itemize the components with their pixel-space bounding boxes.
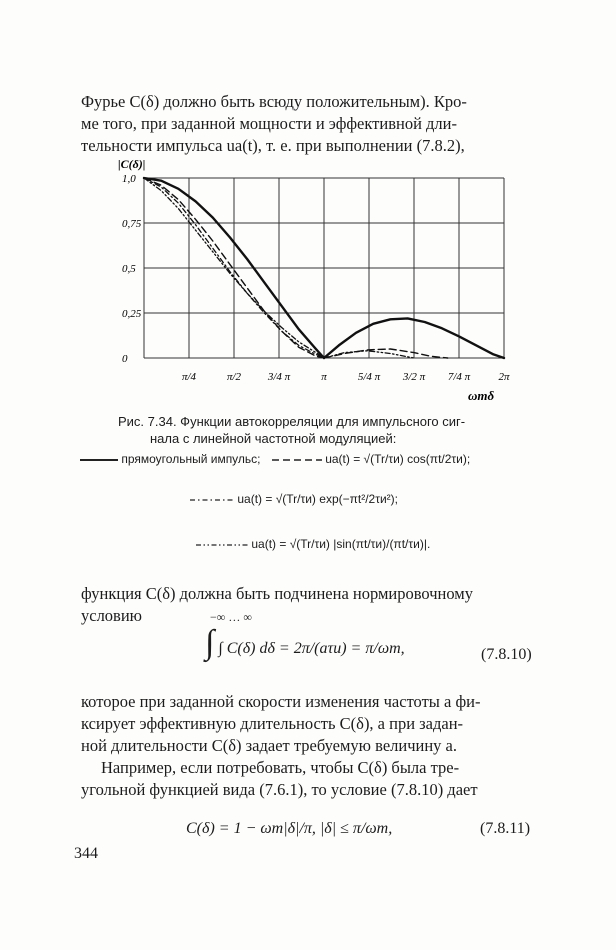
text-line: ной длительности C(δ) задает требуемую величину a. bbox=[81, 736, 457, 755]
x-tick-label: 2π bbox=[498, 371, 510, 383]
text-line: условию bbox=[81, 606, 143, 625]
y-tick-label: 1,0 bbox=[122, 173, 136, 185]
text-line: функция C(δ) должна быть подчинена нормировочному bbox=[81, 584, 473, 603]
y-axis-label: |C(δ)| bbox=[118, 157, 146, 171]
x-tick-label: 7/4 π bbox=[447, 371, 471, 383]
legend-line-dashdot bbox=[190, 495, 234, 505]
text-line: тельности импульса uа(t), т. е. при выполнении (7.8.2), bbox=[81, 136, 465, 155]
text-line: угольной функцией вида (7.6.1), то условие (7.8.10) дает bbox=[81, 780, 478, 799]
legend-row-2 bbox=[190, 492, 570, 506]
paragraph-4 bbox=[81, 757, 541, 801]
equation-body: ∫ C(δ) dδ = 2π/(aτи) = π/ωm, bbox=[218, 640, 405, 657]
paragraph-1 bbox=[81, 91, 541, 157]
caption-line: нала с линейной частотной модуляцией: bbox=[150, 431, 397, 446]
legend-line-dashed bbox=[272, 455, 322, 465]
caption-line: Рис. 7.34. Функции автокорреляции для импульсного сиг- bbox=[118, 414, 466, 429]
legend-formula: uа(t) = √(Tr/τи) exp(−πt²/2τи²); bbox=[237, 492, 399, 506]
x-tick-label: π bbox=[321, 371, 327, 383]
y-tick-label: 0 bbox=[122, 353, 128, 365]
equation-number: (7.8.10) bbox=[481, 646, 532, 663]
text-line: Фурье C(δ) должно быть всюду положительным). Кро- bbox=[81, 92, 467, 111]
legend-row-1 bbox=[80, 452, 570, 466]
figure-caption bbox=[118, 413, 558, 447]
legend-label: прямоугольный импульс; bbox=[121, 452, 261, 466]
legend-line-dashdotdot bbox=[196, 540, 248, 550]
legend-formula: uа(t) = √(Tr/τи) |sin(πt/τи)/(πt/τи)|. bbox=[251, 537, 431, 551]
page-number: 344 bbox=[74, 845, 98, 862]
equation-7-8-11: C(δ) = 1 − ωm|δ|/π, |δ| ≤ π/ωm, bbox=[186, 820, 393, 837]
paragraph-2 bbox=[81, 583, 541, 627]
text-line: ме того, при заданной мощности и эффективной дли- bbox=[81, 114, 457, 133]
legend-row-3 bbox=[196, 537, 576, 551]
x-tick-label: π/4 bbox=[181, 371, 197, 383]
legend-formula: uа(t) = √(Tr/τи) cos(πt/2τи); bbox=[325, 452, 471, 466]
y-tick-label: 0,25 bbox=[122, 308, 142, 320]
y-tick-label: 0,5 bbox=[122, 263, 136, 275]
integral-limits-text: −∞ … ∞ bbox=[210, 610, 252, 624]
paragraph-3 bbox=[81, 691, 541, 757]
text-line: ксирует эффективную длительность C(δ), а при задан- bbox=[81, 714, 464, 733]
integral-sign: ∫ bbox=[205, 624, 215, 661]
y-tick-label: 0,75 bbox=[122, 218, 142, 230]
x-axis-label: ωmδ bbox=[468, 388, 495, 402]
legend-line-solid bbox=[80, 455, 118, 465]
x-tick-label: 3/2 π bbox=[402, 371, 426, 383]
integral-limits bbox=[210, 610, 252, 625]
x-tick-label: π/2 bbox=[226, 371, 242, 383]
equation-7-8-10 bbox=[205, 626, 405, 660]
x-tick-label: 3/4 π bbox=[267, 371, 291, 383]
equation-number: (7.8.11) bbox=[480, 820, 531, 837]
text-line: которое при заданной скорости изменения частоты a фи- bbox=[81, 692, 481, 711]
autocorrelation-chart bbox=[100, 152, 520, 402]
text-line: Например, если потребовать, чтобы C(δ) была тре- bbox=[101, 758, 460, 777]
x-tick-label: 5/4 π bbox=[357, 371, 381, 383]
